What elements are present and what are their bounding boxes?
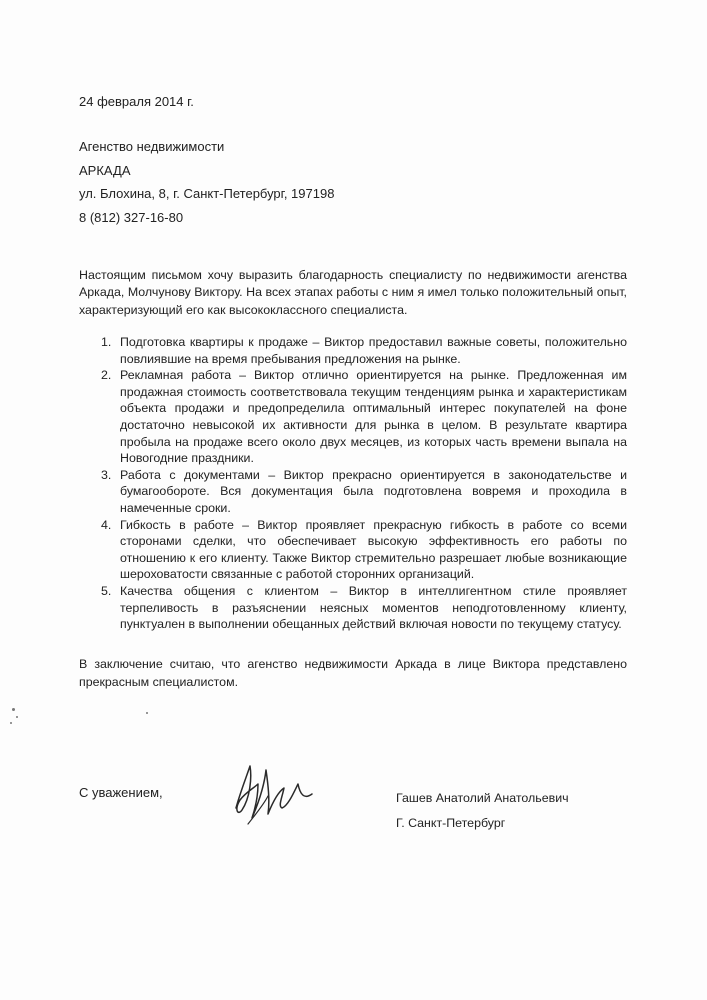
list-item-number: 3. xyxy=(101,467,112,482)
recipient-phone: 8 (812) 327-16-80 xyxy=(79,209,184,225)
intro-paragraph: Настоящим письмом хочу выразить благодарность специалисту по недвижимости агенства Аркада, Молчунову Виктору. На всех этапах работы с ним я имел только положительный опыт, характеризующий его как высококлассного специалиста. xyxy=(79,268,627,317)
conclusion-paragraph: В заключение считаю, что агенство недвижимости Аркада в лице Виктора представлено прекрасным специалистом. xyxy=(79,657,627,689)
scan-speck xyxy=(10,722,12,724)
recipient-address: ул. Блохина, 8, г. Санкт-Петербург, 197198 xyxy=(79,186,335,201)
list-item-number: 5. xyxy=(101,583,112,598)
list-item xyxy=(79,467,627,517)
list-item-text: Работа с документами – Виктор прекрасно ориентируется в законодательстве и бумагообороте. Вся документация была подготовлена вовремя и проходила в намеченные сроки. xyxy=(120,467,627,515)
list-item xyxy=(79,334,627,367)
handwritten-signature xyxy=(228,748,318,828)
list-item-number: 2. xyxy=(101,368,112,383)
list-item-number: 1. xyxy=(101,335,112,349)
list-item xyxy=(79,583,627,633)
points-list xyxy=(79,334,627,633)
list-item-text: Гибкость в работе – Виктор проявляет прекрасную гибкость в работе со всеми сторонами сделки, что обеспечивает высокую эффективность его работы по отношению к его клиенту. Также Виктор стремительно разрешает любые возникающие шероховатости связанные с работой сторонних организаций. xyxy=(120,517,627,582)
list-item-text: Рекламная работа – Виктор отлично ориентируется на рынке. Предложенная им продажная стоимость соответствовала текущим тенденциям рынка и характеристикам объекта продажи и предопределила оптимальный интерес покупателей на фоне достаточно невысокой их активности для рынка в целом. В результате квартира пробыла на продаже всего около двух месяцев, из которых часть времени выпала на Новогодние праздники. xyxy=(120,368,627,466)
list-item-text: Качества общения с клиентом – Виктор в интеллигентном стиле проявляет терпеливость в разъяснении неясных моментов неподготовленному клиенту, пунктуален в выполнении обещанных действий включая новости по текущему статусу. xyxy=(120,583,627,632)
sender-name: Гашев Анатолий Анатольевич xyxy=(396,791,569,805)
list-item-number: 4. xyxy=(101,517,112,532)
letter-date: 24 февраля 2014 г. xyxy=(79,94,194,109)
list-item-text: Подготовка квартиры к продаже – Виктор предоставил важные советы, положительно повлиявшие на время пребывания предложения на рынке. xyxy=(120,335,627,366)
recipient-agency-type: Агенство недвижимости xyxy=(79,139,225,154)
list-item xyxy=(79,367,627,467)
scan-speck xyxy=(16,716,18,718)
list-item xyxy=(79,517,627,583)
recipient-block xyxy=(79,140,334,234)
closing-phrase: С уважением, xyxy=(79,785,163,800)
recipient-agency-name: АРКАДА xyxy=(79,162,131,178)
sender-block xyxy=(396,786,569,836)
scan-speck xyxy=(146,712,148,714)
sender-city: Г. Санкт-Петербург xyxy=(396,816,506,830)
scan-speck xyxy=(12,708,15,711)
